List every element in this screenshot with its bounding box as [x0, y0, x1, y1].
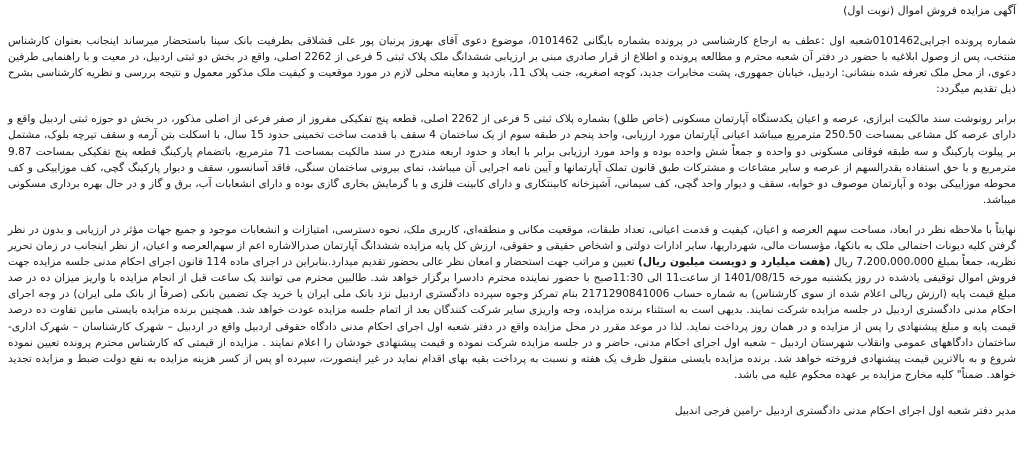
notice-paragraph-intro: شماره پرونده اجرایی0101462شعبه اول :عطف به ارجاع کارشناسی در پرونده بشماره بایگانی 0101462، موضوع دعوی آقای بهروز پرنیان پور علی قشلاقی بطرفیت بانک سینا باستحضار میرساند اینجانب بعنوان کارشناس منتخب، پس از وصول ابلاغیه با حضور در دفتر آن شعبه محترم و مطالعه پرونده و اطلاع از قرار صادری مبنی بر ارزیابی ششدانگ ملک پلاک ثبتی 5 فرعی از 2262 اصلی، واقع در بخش دو ثبتی اردبیل، در معیت و با راهنمایی طرفین دعوی، از محل ملک تعرفه شده بنشانی: اردبیل، خیابان جمهوری، پشت مخابرات جدید، کوچه اصغریه، جنب پلاک 11، بازدید و معاینه محلی لازم در مورد موقعیت و کیفیت ملک مذکور معمول و نتیجه بررسی و نظریه کارشناسی بشرح ذیل تقدیم میگردد:	[8, 35, 1016, 96]
notice-signature: مدیر دفتر شعبه اول اجرای احکام مدنی دادگستری اردبیل -رامین فرجی اندبیل	[674, 404, 1016, 417]
notice-paragraph-valuation	[8, 222, 1016, 383]
valuation-text-b: تعیین و مراتب جهت استحضار و امعان نظر عالی بحضور تقدیم میدارد.بنابراین در اجرای ماده 114 قانون اجرای احکام مدنی جلسه مزایده جهت فروش اموال توقیفی یادشده در روز یکشنبه مورخه 1401/08/15 از ساعت11 الی 11:30صبح با حضور نماینده محترم دادسرا برگزار خواهد شد. طالبین محترم می توانند یک ساعت قبل از انجام مزایده با واریز میزان ده در صد مبلغ قیمت پایه (ارزش ریالی اعلام شده از سوی کارشناس) به شماره حساب 2171290841006 بنام تمرکز وجوه سپرده دادگستری اردبیل نزد بانک ملی ایران یا خرید چک تضمین بانکی (صرفاً از بانک ملی ایران) در وجه اجرای احکام مدنی دادگستری اردبیل در جلسه مزایده شرکت نمایند. بدیهی است به استثناء برنده مزایده، وجه واریزی سایر شرکت کنندگان بعد از اتمام جلسه مزایده عودت خواهد شد. همچنین برنده مزایده بایستی مابین تفاوت ده درصد قیمت پایه و مبلغ پیشنهادی را پس از مزایده و در همان روز پرداخت نماید. لذا در موعد مقرر در محل مزایده واقع در دفتر شعبه اول اجرای احکام مدنی دادگاه حقوقی اردبیل واقع در اردبیل – شهرک کارشناسان – شهرک اداری- ساختمان دادگاههای عمومی وانقلاب شهرستان اردبیل – شعبه اول اجرای احکام مدنی، حاضر و در جلسه مزایده شرکت نموده و قیمت پیشنهادی خودشان را اعلام نمایند . مزایده از قیمتی که کارشناس محترم پرونده تعیین نموده شروع و به بالاترین قیمت پیشنهادی فروخته خواهد شد. برنده مزایده بایستی منقول ظرف یک هفته و نسبت به پرداخت بقیه بهای اقدام نماید در غیر اینصورت، سپرده او پس از کسر هزینه مزایده به نفع دولت ضبط و مزایده تجدید خواهد. ضمناً" کلیه مخارج مزایده بر عهده محکوم علیه می باشد.	[8, 256, 1017, 381]
valuation-amount-words: (هفت میلیارد و دویست میلیون ریال)	[638, 256, 831, 269]
notice-paragraph-property: برابر رونوشت سند مالکیت ابرازی، عرصه و اعیان یکدستگاه آپارتمان مسکونی (خاص طلق) بشماره پلاک ثبتی 5 فرعی از 2262 اصلی، قطعه پنج تفکیکی مفروز از صفر فرعی از اصلی مذکور، در بخش دو حوزه ثبتی اردبیل واقع و دارای عرصه کل مشاعی بمساحت 250.50 مترمربع میباشد اعیانی آپارتمان مورد ارزیابی، واحد پنجم در طبقه سوم از یک ساختمان 4 سقف با قدمت ساخت تخمینی حدود 15 سال، با اسکلت بتن آرمه و سقف تیرچه بلوک، مشتمل بر پیلوت پارکینگ و سه طبقه فوقانی مسکونی دو واحده و جمعاً شش واحده بوده و واحد مورد ارزیابی برابر با ابعاد و حدود اربعه مندرج در سند مالکیت بمساحت 71 مترمربع، باتضمام پارکینگ قطعه پنج تفکیکی بمساحت 9.87 مترمربع و با حق استفاده بقدرالسهم از عرصه و سایر مشاعات و مشترکات طبق قانون تملک آپارتمانها و آیین نامه اجرایی آن میباشد، نمای بیرونی ساختمان سنگی، فاقد آسانسور، سقف و دیوار پارکینگ گچی، کف موزاییکی و کف محوطه موزاییکی بوده و آپارتمان موصوف دو خوابه، سقف و دیوار واحد گچی، کف سیمانی، آشپزخانه کابینتکاری و دارای کابینت فلزی و با گرمایش بخاری گازی بوده و دارای انشعابات آب، برق و گاز و در حال بهره برداری مسکونی میباشد.	[8, 113, 1017, 206]
notice-title: آگهی مزایده فروش اموال (نوبت اول)	[843, 4, 1016, 17]
valuation-text-a: نهایتاً با ملاحظه نظر در ابعاد، مساحت سهم العرصه و اعیان، کیفیت و قدمت اعیانی، تعداد طبقات، موقعیت مکانی و منطقه‌ای، کاربری ملک، نحوه دسترسی، امتیازات و انشعابات موجود و جمیع جهات مؤثر در ارزیابی و بدون در نظر گرفتن کلیه دیونات احتمالی ملک به بانکها، مؤسسات مالی، شهرداریها، سایر ادارات دولتی و اشخاص حقیقی و حقوقی، ارزش کل پایه مزایده ششدانگ آپارتمان صدرالاشاره اعم از سهم‌العرصه و اعیان، از نظر اینجانب در زمان تحریر نظریه، جمعاً بمبلغ 7،200،000،000 ریال	[8, 223, 1017, 269]
